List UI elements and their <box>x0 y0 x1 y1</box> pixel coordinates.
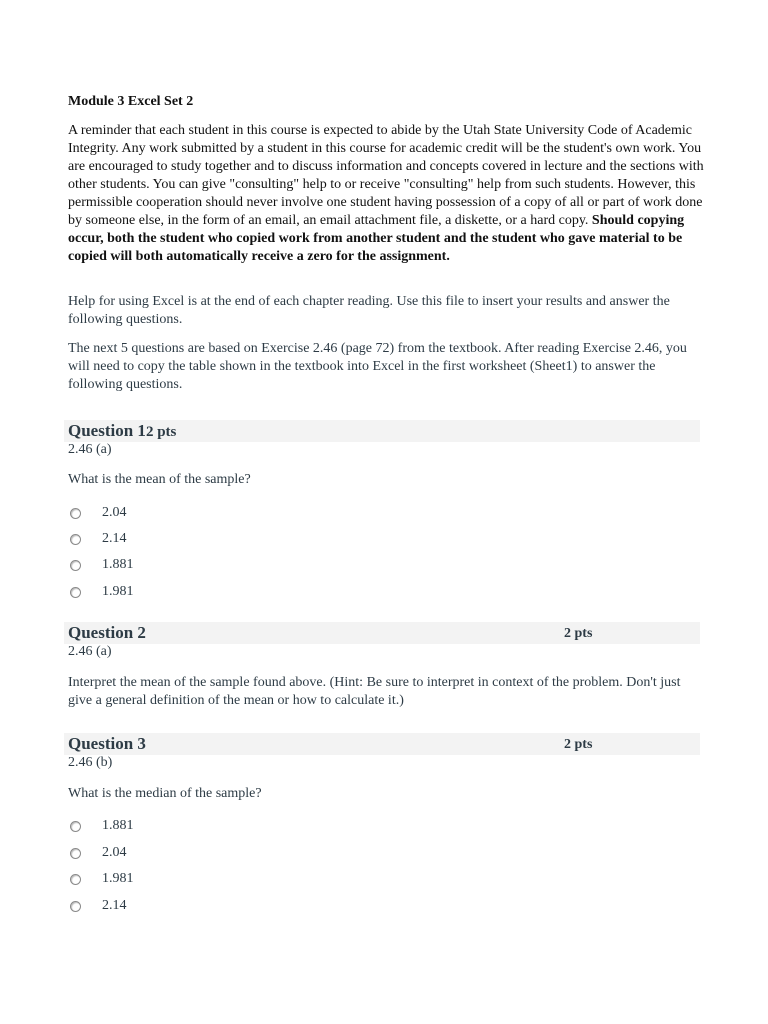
option-label: 2.14 <box>102 531 127 546</box>
question-2-exercise-ref: 2.46 (a) <box>68 644 112 659</box>
option-label: 2.14 <box>102 898 127 913</box>
radio-button[interactable] <box>70 587 81 598</box>
question-2-header <box>64 622 700 644</box>
reminder-text: A reminder that each student in this course is expected to abide by the Utah State University Code of Academic Integrity. Any work submitted by a student in this course for academic credit will be the student's own work. You are encouraged to study together and to discuss information and concepts covered in lecture and the sections with other students. You can give "consulting" help to or receive "consulting" help from such students. However, this permissible cooperation should never involve one student having possession of a copy of all or part of work done by someone else, in the form of an email, an email attachment file, a diskette, or a hard copy. <box>68 123 704 228</box>
option-label: 2.04 <box>102 845 127 860</box>
question-3-header <box>64 733 700 755</box>
question-2-title: Question 2 <box>68 623 146 642</box>
radio-button[interactable] <box>70 874 81 885</box>
radio-button[interactable] <box>70 901 81 912</box>
reminder-bold-text: Should copying occur, both the student who copied work from another student and the student who gave material to be copied will both automatically receive a zero for the assignment. <box>68 213 685 264</box>
question-1-prompt: What is the mean of the sample? <box>68 472 251 487</box>
option-label: 1.881 <box>102 557 134 572</box>
question-3-prompt: What is the median of the sample? <box>68 786 262 801</box>
reminder-paragraph <box>68 122 704 266</box>
page-title: Module 3 Excel Set 2 <box>68 94 194 109</box>
next-questions-paragraph: The next 5 questions are based on Exercise 2.46 (page 72) from the textbook. After reading Exercise 2.46, you will need to copy the table shown in the textbook into Excel in the first worksheet (Sheet1) to answer the following questions. <box>68 341 687 392</box>
radio-button[interactable] <box>70 508 81 519</box>
question-1-title: Question 12 pts <box>68 421 177 440</box>
question-1-exercise-ref: 2.46 (a) <box>68 442 112 457</box>
question-1-points: 2 pts <box>145 424 177 440</box>
option-label: 1.981 <box>102 871 134 886</box>
question-2-points: 2 pts <box>564 626 593 641</box>
integrity-reminder <box>68 122 704 266</box>
question-3-exercise-ref: 2.46 (b) <box>68 755 113 770</box>
excel-help-paragraph: Help for using Excel is at the end of each chapter reading. Use this file to insert your results and answer the following questions. <box>68 294 670 327</box>
radio-button[interactable] <box>70 534 81 545</box>
option-label: 1.881 <box>102 818 134 833</box>
question-3-title: Question 3 <box>68 734 146 753</box>
option-label: 1.981 <box>102 584 134 599</box>
radio-button[interactable] <box>70 560 81 571</box>
radio-button[interactable] <box>70 821 81 832</box>
question-2-prompt: Interpret the mean of the sample found above. (Hint: Be sure to interpret in context of the problem. Don't just give a general definition of the mean or how to calculate it.) <box>68 675 681 708</box>
radio-button[interactable] <box>70 848 81 859</box>
question-1-header <box>64 420 700 442</box>
question-3-points: 2 pts <box>564 737 593 752</box>
option-label: 2.04 <box>102 505 127 520</box>
